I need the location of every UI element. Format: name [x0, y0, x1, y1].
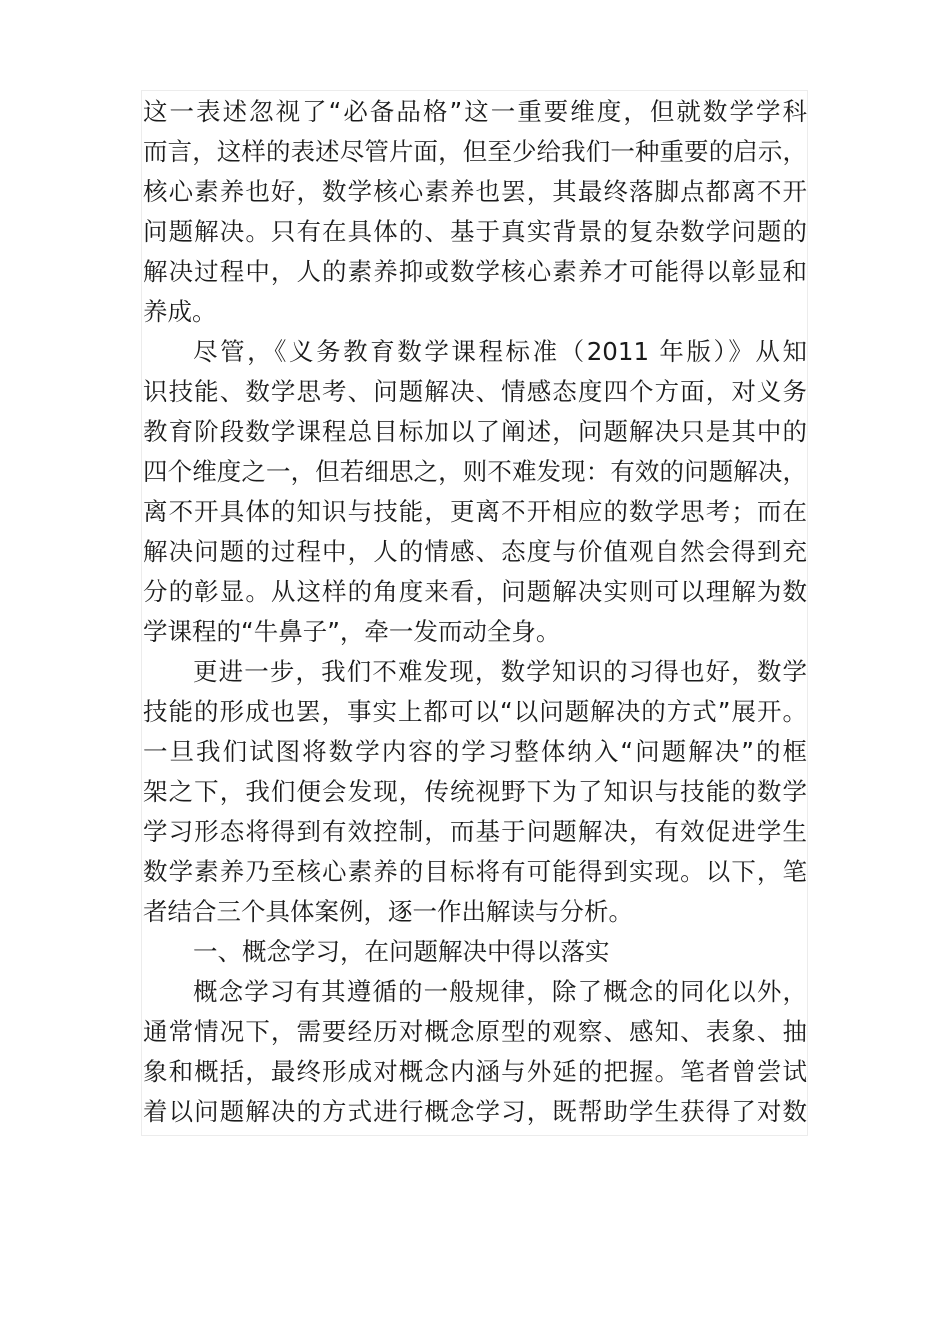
text-line: 识技能、数学思考、问题解决、情感态度四个方面，对义务 — [143, 377, 807, 406]
text-line: 更进一步，我们不难发现，数学知识的习得也好，数学 — [193, 657, 807, 686]
text-line: 一旦我们试图将数学内容的学习整体纳入“问题解决”的框 — [143, 737, 807, 766]
text-line: 象和概括，最终形成对概念内涵与外延的把握。笔者曾尝试 — [143, 1057, 807, 1086]
text-line: 通常情况下，需要经历对概念原型的观察、感知、表象、抽 — [143, 1017, 807, 1046]
text-line: 四个维度之一，但若细思之，则不难发现：有效的问题解决， — [143, 457, 807, 486]
text-line: 架之下，我们便会发现，传统视野下为了知识与技能的数学 — [143, 777, 807, 806]
text-line: 解决过程中，人的素养抑或数学核心素养才可能得以彰显和 — [143, 257, 807, 286]
text-line: 学课程的“牛鼻子”，牵一发而动全身。 — [143, 617, 561, 646]
text-line: 着以问题解决的方式进行概念学习，既帮助学生获得了对数 — [143, 1097, 807, 1126]
text-line: 教育阶段数学课程总目标加以了阐述，问题解决只是其中的 — [143, 417, 807, 446]
text-line: 分的彰显。从这样的角度来看，问题解决实则可以理解为数 — [143, 577, 807, 606]
text-line: 问题解决。只有在具体的、基于真实背景的复杂数学问题的 — [143, 217, 807, 246]
text-line: 养成。 — [143, 297, 217, 326]
text-line: 离不开具体的知识与技能，更离不开相应的数学思考；而在 — [143, 497, 807, 526]
section-heading: 一、概念学习，在问题解决中得以落实 — [193, 937, 610, 966]
text-line: 这一表述忽视了“必备品格”这一重要维度，但就数学学科 — [143, 97, 807, 126]
text-line: 而言，这样的表述尽管片面，但至少给我们一种重要的启示， — [143, 137, 807, 166]
text-line: 学习形态将得到有效控制，而基于问题解决，有效促进学生 — [143, 817, 807, 846]
text-line: 解决问题的过程中，人的情感、态度与价值观自然会得到充 — [143, 537, 807, 566]
text-line: 概念学习有其遵循的一般规律，除了概念的同化以外， — [193, 977, 807, 1006]
text-line: 尽管，《义务教育数学课程标准（2011 年版）》从知 — [193, 337, 807, 366]
text-line: 核心素养也好，数学核心素养也罢，其最终落脚点都离不开 — [143, 177, 807, 206]
text-line: 技能的形成也罢，事实上都可以“以问题解决的方式”展开。 — [143, 697, 807, 726]
text-line: 者结合三个具体案例，逐一作出解读与分析。 — [143, 897, 633, 926]
text-line: 数学素养乃至核心素养的目标将有可能得到实现。以下，笔 — [143, 857, 807, 886]
